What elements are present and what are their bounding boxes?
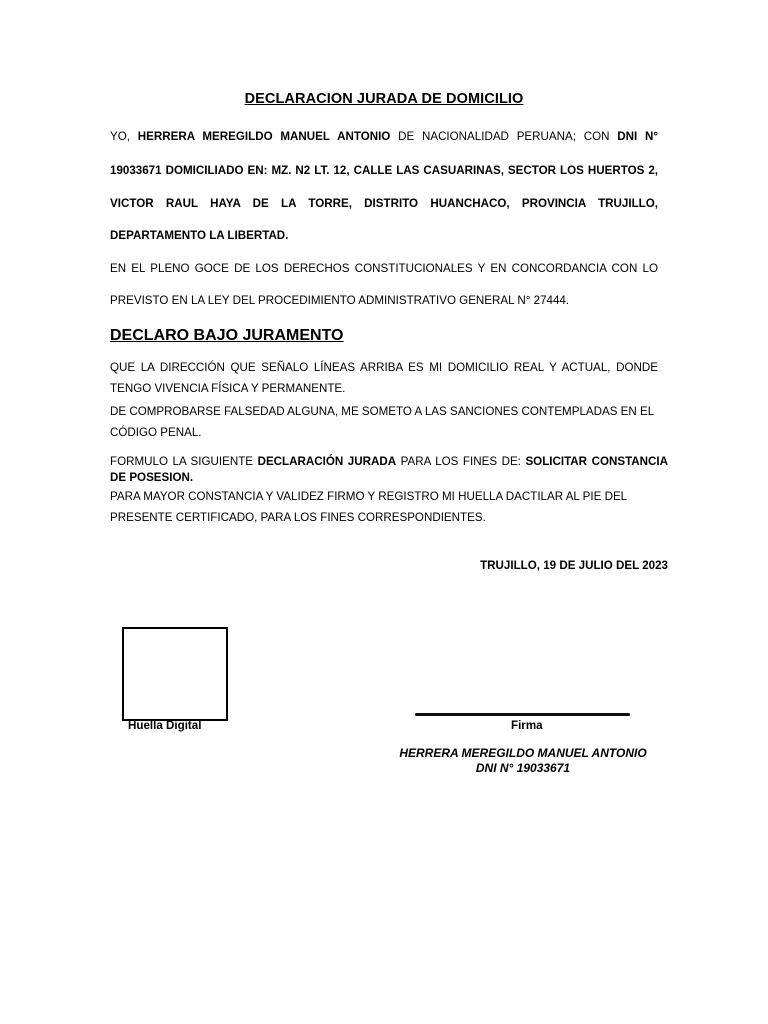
- p6-line-2: PRESENTE CERTIFICADO, PARA LOS FINES CORRESPONDIENTES.: [110, 511, 486, 524]
- p1-line-2: 19033671 DOMICILIADO EN: MZ. N2 LT. 12, CALLE LAS CASUARINAS, SECTOR LOS HUERTOS 2,: [110, 164, 658, 177]
- p5-text: FORMULO LA SIGUIENTE: [110, 455, 258, 468]
- purpose-text: SOLICITAR CONSTANCIA: [525, 455, 669, 468]
- declarant-name: HERRERA MEREGILDO MANUEL ANTONIO: [137, 130, 391, 143]
- p4-line-1: DE COMPROBARSE FALSEDAD ALGUNA, ME SOMETO A LAS SANCIONES CONTEMPLADAS EN EL: [110, 405, 655, 418]
- p2-line-2: PREVISTO EN LA LEY DEL PROCEDIMIENTO ADMINISTRATIVO GENERAL N° 27444.: [110, 294, 570, 307]
- p2-line-1: EN EL PLENO GOCE DE LOS DERECHOS CONSTITUCIONALES Y EN CONCORDANCIA CON LO: [110, 262, 658, 275]
- signer-name: HERRERA MEREGILDO MANUEL ANTONIO: [399, 746, 647, 760]
- signature-line: [415, 713, 630, 716]
- p1-line-1: [110, 130, 658, 144]
- p5-text: PARA LOS FINES DE:: [396, 455, 526, 468]
- document-title: DECLARACION JURADA DE DOMICILIO: [244, 91, 524, 107]
- dni-label: DNI N°: [617, 130, 658, 143]
- p1-text: DE NACIONALIDAD PERUANA; CON: [390, 130, 618, 143]
- p5-line-2: DE POSESION.: [110, 471, 194, 484]
- p1-line-3: VICTOR RAUL HAYA DE LA TORRE, DISTRITO HUANCHACO, PROVINCIA TRUJILLO,: [110, 197, 658, 210]
- declaration-heading: DECLARO BAJO JURAMENTO: [110, 327, 344, 344]
- p1-text: YO,: [110, 130, 138, 143]
- p3-line-2: TENGO VIVENCIA FÍSICA Y PERMANENTE.: [110, 382, 346, 395]
- signature-label: Firma: [511, 719, 543, 732]
- signer-dni: DNI N° 19033671: [475, 761, 571, 775]
- p3-line-1: QUE LA DIRECCIÓN QUE SEÑALO LÍNEAS ARRIBA ES MI DOMICILIO REAL Y ACTUAL, DONDE: [110, 361, 658, 374]
- fingerprint-box: [122, 627, 228, 721]
- place-and-date: TRUJILLO, 19 DE JULIO DEL 2023: [480, 559, 668, 572]
- p4-line-2: CÓDIGO PENAL.: [110, 426, 202, 439]
- p5-line-1: [110, 455, 668, 469]
- p1-line-4: DEPARTAMENTO LA LIBERTAD.: [110, 229, 289, 242]
- declaration-term: DECLARACIÓN JURADA: [257, 455, 397, 468]
- p6-line-1: PARA MAYOR CONSTANCIA Y VALIDEZ FIRMO Y REGISTRO MI HUELLA DACTILAR AL PIE DEL: [110, 490, 628, 503]
- fingerprint-label: Huella Digital: [128, 719, 202, 732]
